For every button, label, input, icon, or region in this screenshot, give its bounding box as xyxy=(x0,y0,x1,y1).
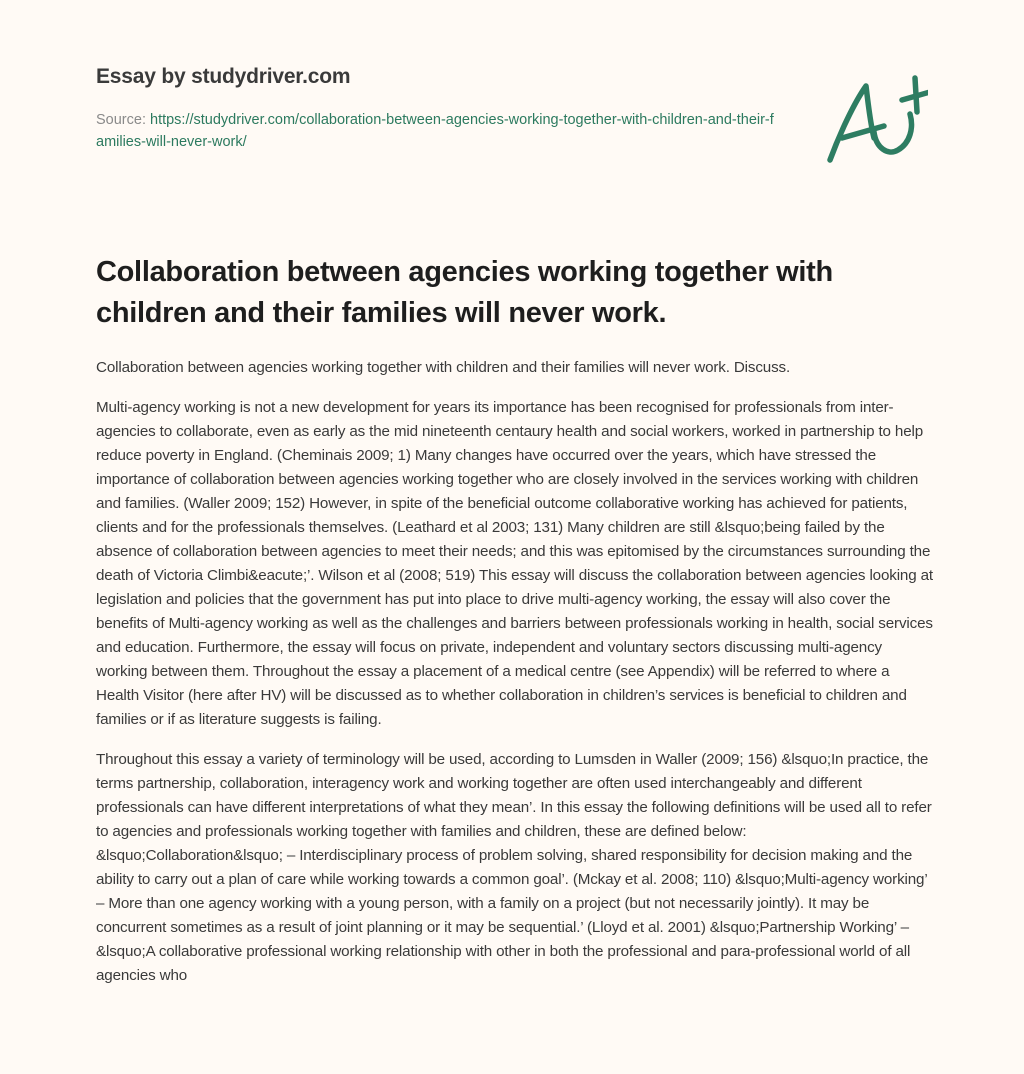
essay-content xyxy=(96,252,936,1004)
source-link[interactable]: https://studydriver.com/collaboration-between-agencies-working-together-with-children-and-their-families-will-never-work/ xyxy=(96,112,774,150)
page-header xyxy=(96,62,796,153)
source-label: Source: xyxy=(96,112,150,128)
essay-paragraph: Multi-agency working is not a new development for years its importance has been recognised for professionals from inter-agencies to collaborate, even as early as the mid nineteenth centaury health and social workers, worked in partnership to help reduce poverty in England. (Cheminais 2009; 1) Many changes have occurred over the years, which have stressed the importance of collaboration between agencies working together who are closely involved in the services working with children and families. (Waller 2009; 152) However, in spite of the beneficial outcome collaborative working has achieved for patients, clients and for the professionals themselves. (Leathard et al 2003; 131) Many children are still &lsquo;being failed by the absence of collaboration between agencies to meet their needs; and this was epitomised by the circumstances surrounding the death of Victoria Climbi&eacute;’. Wilson et al (2008; 519) This essay will discuss the collaboration between agencies looking at legislation and policies that the government has put into place to drive multi-agency working, the essay will also cover the benefits of Multi-agency working as well as the challenges and barriers between professionals working in health, social services and education. Furthermore, the essay will focus on private, independent and voluntary sectors discussing multi-agency working between them. Throughout the essay a placement of a medical centre (see Appendix) will be referred to where a Health Visitor (here after HV) will be discussed as to whether collaboration in children’s services is beneficial to children and families or if as literature suggests is failing. xyxy=(96,399,933,728)
source-line xyxy=(96,109,776,153)
site-title: Essay by studydriver.com xyxy=(96,65,351,88)
essay-title: Collaboration between agencies working together with children and their families will never work. xyxy=(96,256,833,329)
essay-paragraph-intro: Collaboration between agencies working together with children and their families will never work. Discuss. xyxy=(96,359,791,376)
a-plus-grade-icon xyxy=(818,68,928,168)
essay-paragraph: Throughout this essay a variety of terminology will be used, according to Lumsden in Waller (2009; 156) &lsquo;In practice, the terms partnership, collaboration, interagency work and working together are often used interchangeably and different professionals can have different interpretations of what they mean’. In this essay the following definitions will be used all to refer to agencies and professionals working together with families and children, these are defined below: &lsquo;Collaboration&lsquo; – Interdisciplinary process of problem solving, shared responsibility for decision making and the ability to carry out a plan of care while working towards a common goal’. (Mckay et al. 2008; 110) &lsquo;Multi-agency working’ – More than one agency working with a young person, with a family on a project (but not necessarily jointly). It may be concurrent sometimes as a result of joint planning or it may be sequential.’ (Lloyd et al. 2001) &lsquo;Partnership Working’ – &lsquo;A collaborative professional working relationship with other in both the professional and para-professional world of all agencies who xyxy=(96,751,932,984)
